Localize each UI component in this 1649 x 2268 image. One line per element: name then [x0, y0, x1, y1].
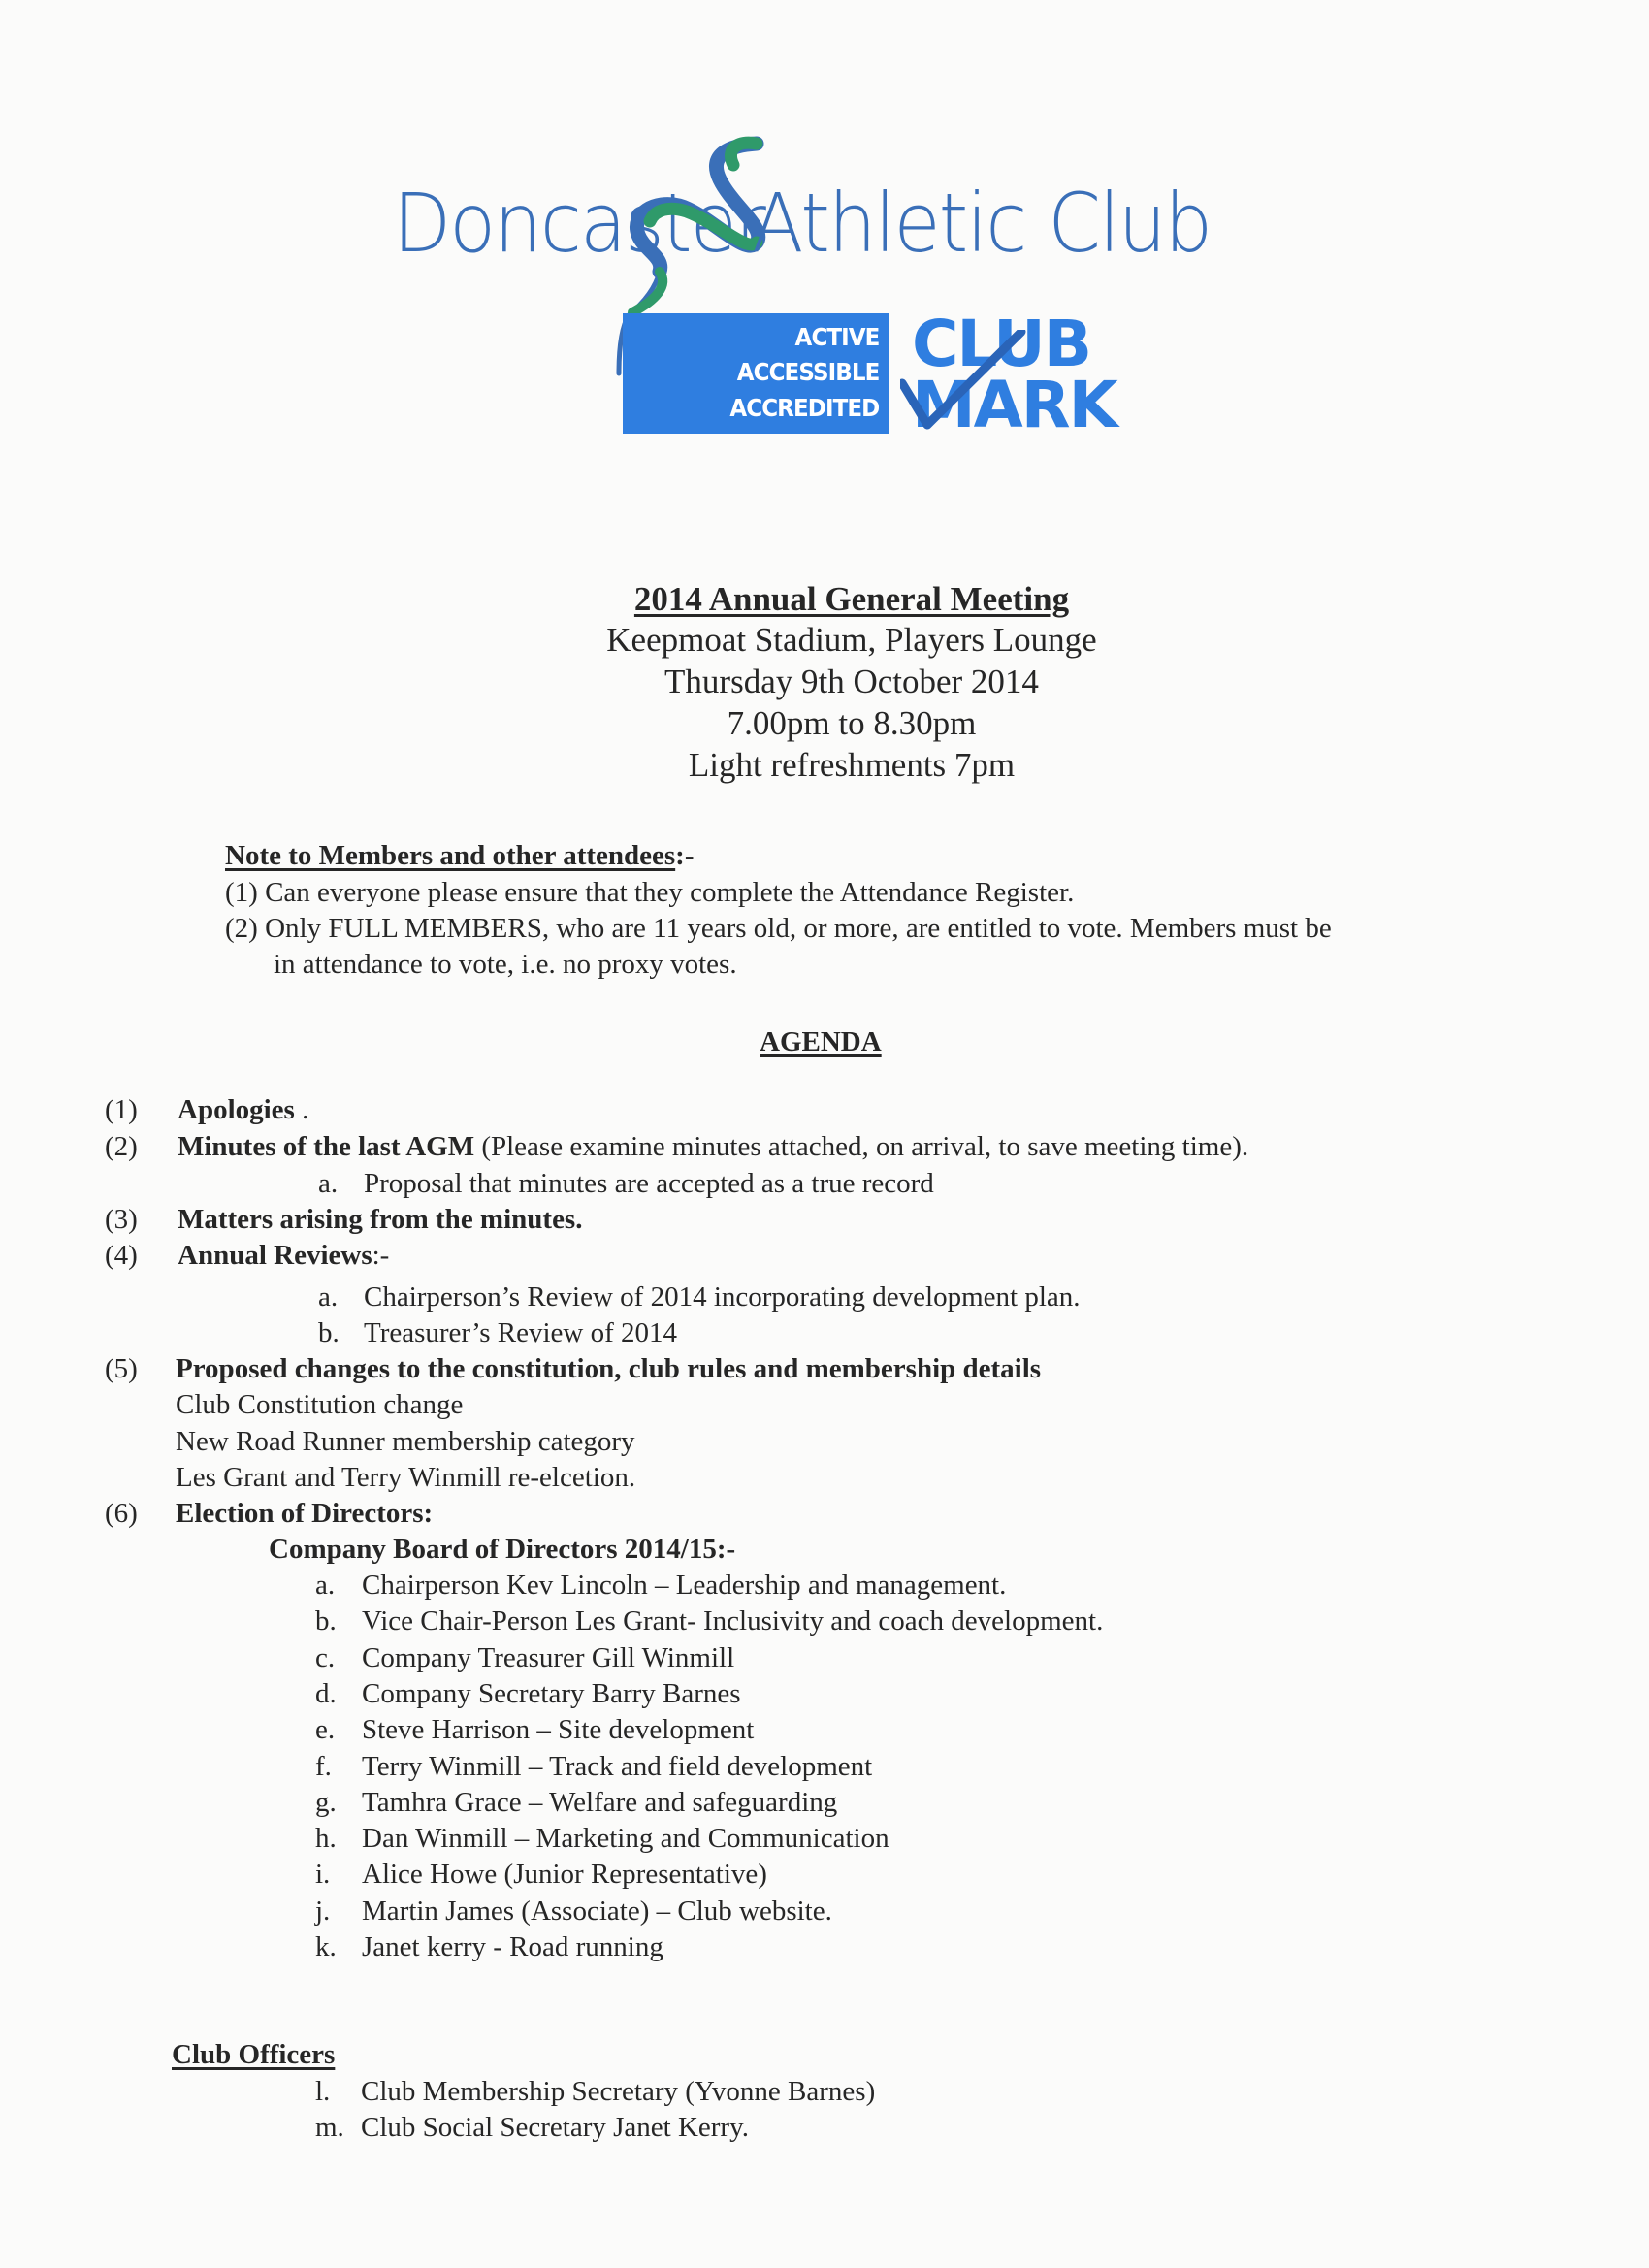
- subitem-text: Proposal that minutes are accepted as a true record: [364, 1168, 934, 1199]
- note-item: [225, 915, 1332, 943]
- director-item: Janet kerry - Road running: [362, 1931, 663, 1962]
- director-item: Terry Winmill – Track and field development: [362, 1750, 873, 1782]
- director-letter: j.: [315, 1895, 331, 1927]
- director-letter: h.: [315, 1823, 337, 1855]
- agenda-item-minutes: [178, 1133, 1248, 1161]
- subitem-text: Chairperson’s Review of 2014 incorporating development plan.: [364, 1281, 1081, 1312]
- agenda-heading: AGENDA: [760, 1026, 882, 1057]
- agenda-item-number: (4): [105, 1240, 138, 1271]
- board-heading: Company Board of Directors 2014/15:-: [269, 1534, 736, 1565]
- subitem-letter: b.: [318, 1317, 340, 1348]
- director-letter: i.: [315, 1859, 331, 1891]
- director-item: Company Treasurer Gill Winmill: [362, 1641, 735, 1673]
- director-letter: c.: [315, 1641, 336, 1673]
- agenda-item-number: (2): [105, 1131, 138, 1162]
- director-item: Tamhra Grace – Welfare and safeguarding: [362, 1786, 838, 1818]
- agenda-item-annual-reviews: [178, 1242, 389, 1270]
- agenda-item-number: (6): [105, 1498, 138, 1529]
- logo-text-athletic-club: Athletic Club: [752, 176, 1212, 271]
- notes-heading: [225, 842, 695, 870]
- logo-text-doncaster: Doncaster: [393, 176, 765, 271]
- agenda-item-suffix: (Please examine minutes attached, on arrival, to save meeting time).: [474, 1131, 1249, 1162]
- agenda-item-title: Minutes of the last AGM: [178, 1131, 475, 1162]
- agenda-item-title: Annual Reviews: [178, 1240, 372, 1271]
- note-item-continuation: in attendance to vote, i.e. no proxy votes.: [274, 949, 737, 980]
- agenda-item-suffix: .: [294, 1094, 309, 1125]
- director-item: Steve Harrison – Site development: [362, 1714, 755, 1746]
- agenda-item-number: (1): [105, 1094, 138, 1125]
- agenda-item-election: Election of Directors:: [176, 1498, 434, 1529]
- director-item: Vice Chair-Person Les Grant- Inclusivity and coach development.: [362, 1605, 1104, 1637]
- agenda-item-suffix: :-: [372, 1240, 390, 1271]
- clubmark-word-mark: MARK: [912, 368, 1116, 442]
- director-letter: e.: [315, 1714, 336, 1746]
- agenda-item-number: (5): [105, 1353, 138, 1384]
- change-line: Club Constitution change: [176, 1389, 464, 1420]
- director-item: Chairperson Kev Lincoln – Leadership and management.: [362, 1570, 1007, 1601]
- officer-letter: m.: [315, 2112, 344, 2143]
- checkmark-icon: [900, 330, 1026, 437]
- agenda-item-title: Apologies: [178, 1094, 295, 1125]
- subitem-text: Treasurer’s Review of 2014: [364, 1317, 677, 1348]
- director-letter: g.: [315, 1786, 337, 1818]
- clubmark-line-accredited: ACCREDITED: [729, 394, 879, 422]
- agenda-item-number: (3): [105, 1204, 138, 1235]
- agenda-item-matters-arising: Matters arising from the minutes.: [178, 1204, 583, 1235]
- officer-letter: l.: [315, 2076, 331, 2107]
- director-letter: k.: [315, 1931, 337, 1962]
- change-line: Les Grant and Terry Winmill re-elcetion.: [176, 1462, 636, 1493]
- note-number: (1): [225, 877, 258, 908]
- officer-text: Club Membership Secretary (Yvonne Barnes): [361, 2076, 876, 2107]
- notes-heading-text: Note to Members and other attendees: [225, 840, 676, 871]
- meeting-time: 7.00pm to 8.30pm: [727, 704, 977, 742]
- director-letter: f.: [315, 1750, 332, 1782]
- note-item: [225, 879, 1074, 907]
- subitem-letter: a.: [318, 1168, 339, 1199]
- meeting-venue: Keepmoat Stadium, Players Lounge: [606, 621, 1097, 659]
- director-item: Martin James (Associate) – Club website.: [362, 1895, 832, 1927]
- clubmark-banner: [623, 313, 889, 434]
- officer-text: Club Social Secretary Janet Kerry.: [361, 2112, 749, 2143]
- director-item: Dan Winmill – Marketing and Communication: [362, 1823, 889, 1855]
- club-officers-heading: Club Officers: [172, 2039, 336, 2070]
- director-letter: b.: [315, 1605, 337, 1637]
- clubmark-line-active: ACTIVE: [794, 323, 879, 351]
- page-title: 2014 Annual General Meeting: [633, 580, 1070, 618]
- agenda-item-proposed-changes: Proposed changes to the constitution, club rules and membership details: [176, 1353, 1042, 1384]
- clubmark-line-accessible: ACCESSIBLE: [736, 358, 879, 386]
- director-letter: d.: [315, 1677, 337, 1709]
- director-letter: a.: [315, 1570, 336, 1601]
- meeting-refreshments: Light refreshments 7pm: [688, 746, 1016, 784]
- meeting-date: Thursday 9th October 2014: [664, 663, 1039, 700]
- clubmark-word-club: CLUB: [912, 307, 1091, 381]
- agenda-item-apologies: [178, 1096, 308, 1124]
- note-number: (2): [225, 913, 258, 944]
- note-text: Can everyone please ensure that they complete the Attendance Register.: [265, 877, 1075, 908]
- note-text: Only FULL MEMBERS, who are 11 years old, or more, are entitled to vote. Members must be: [265, 913, 1332, 944]
- subitem-letter: a.: [318, 1281, 339, 1312]
- notes-heading-suffix: :-: [675, 840, 695, 871]
- director-item: Company Secretary Barry Barnes: [362, 1677, 741, 1709]
- director-item: Alice Howe (Junior Representative): [362, 1859, 767, 1891]
- change-line: New Road Runner membership category: [176, 1426, 635, 1457]
